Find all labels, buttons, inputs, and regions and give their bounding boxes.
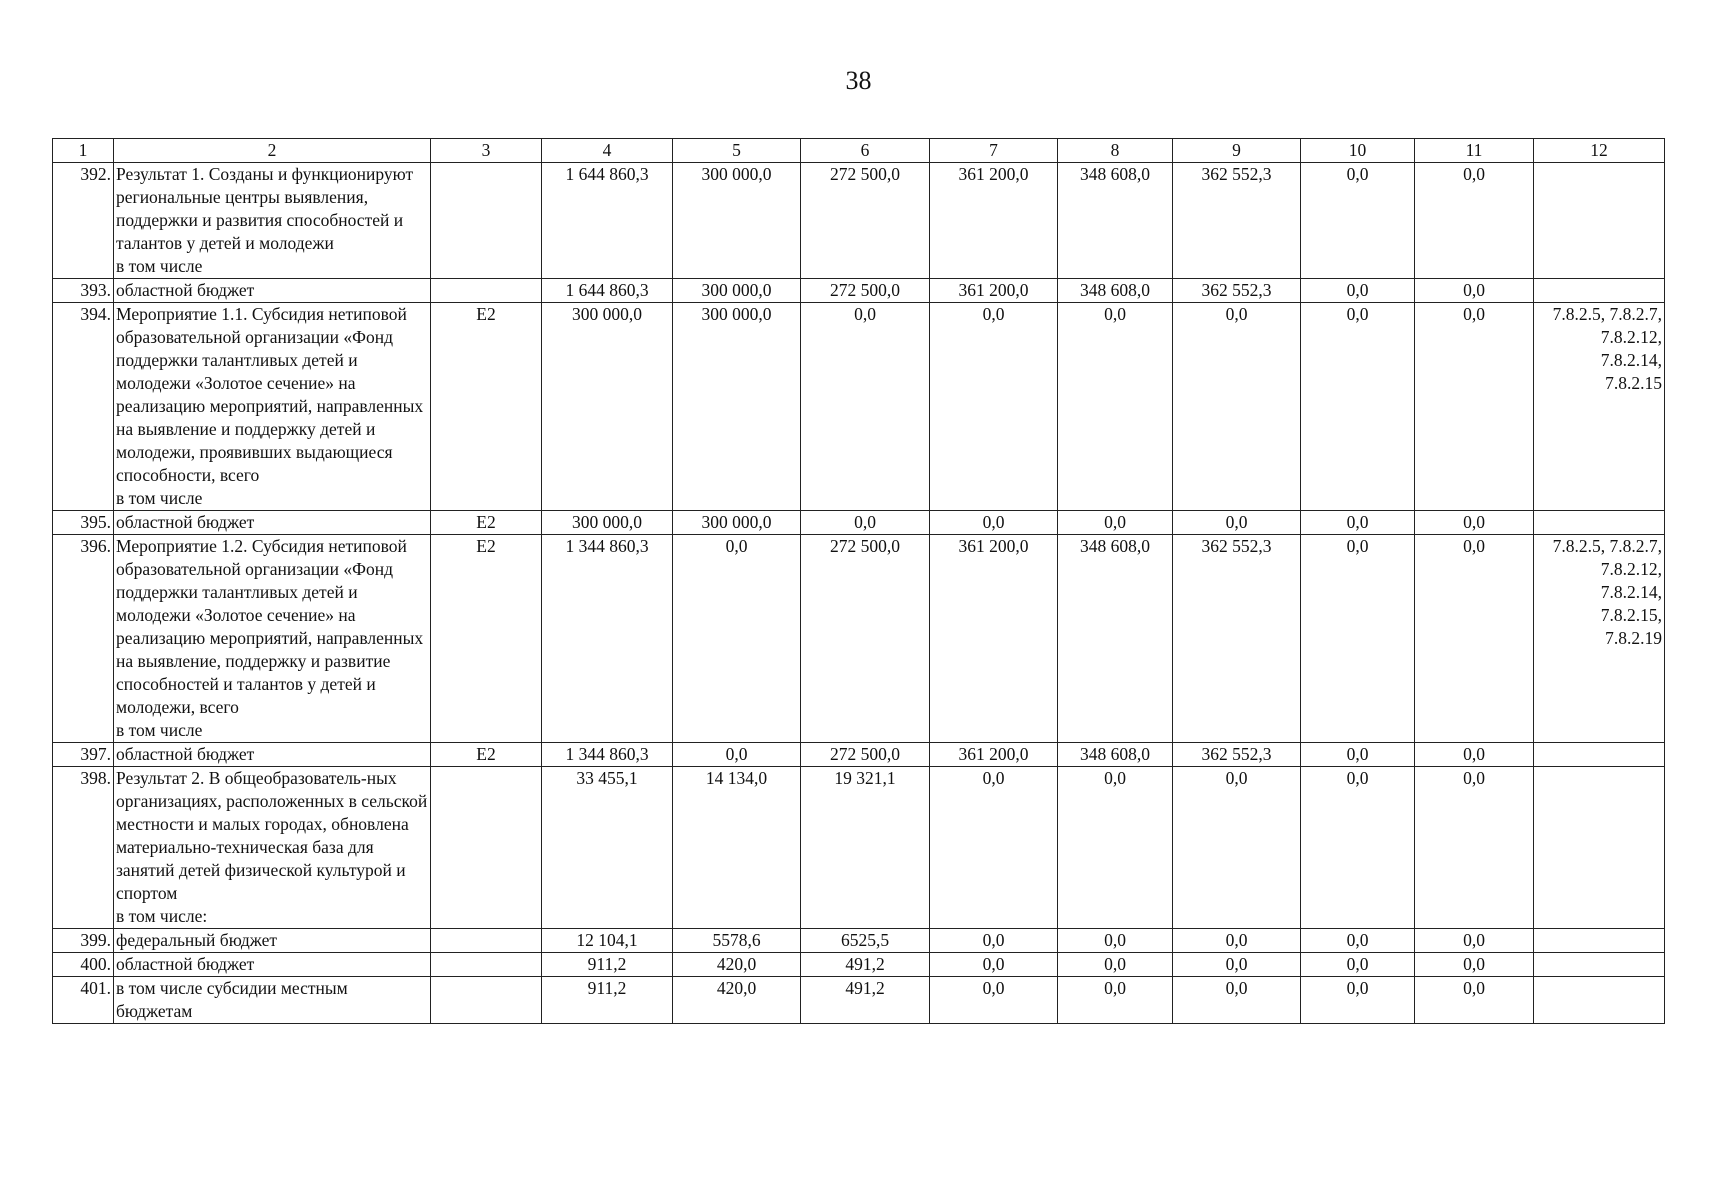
value-col-10: 0,0	[1301, 511, 1415, 535]
value-col-11: 0,0	[1415, 767, 1534, 929]
column-header: 5	[673, 139, 801, 163]
value-col-6: 491,2	[801, 953, 930, 977]
value-col-6: 272 500,0	[801, 279, 930, 303]
row-label: Мероприятие 1.1. Субсидия нетиповой образовательной организации «Фонд поддержки талантливых детей и молодежи «Золотое сечение» на реализацию мероприятий, направленных на выявление и поддержку детей и молодежи, проявивших выдающиеся способности, всего в том числе	[114, 303, 431, 511]
column-header: 11	[1415, 139, 1534, 163]
value-col-8: 348 608,0	[1058, 535, 1173, 743]
value-col-9: 362 552,3	[1173, 163, 1301, 279]
value-col-6: 272 500,0	[801, 743, 930, 767]
table-row	[53, 535, 1665, 743]
value-col-4: 1 644 860,3	[542, 163, 673, 279]
row-code	[431, 929, 542, 953]
row-code	[431, 279, 542, 303]
row-label: областной бюджет	[114, 279, 431, 303]
value-col-4: 911,2	[542, 977, 673, 1024]
row-label: Результат 1. Созданы и функционируют региональные центры выявления, поддержки и развития способностей и талантов у детей и молодежи в том числе	[114, 163, 431, 279]
value-col-9: 0,0	[1173, 511, 1301, 535]
row-label: областной бюджет	[114, 743, 431, 767]
row-code: Е2	[431, 535, 542, 743]
value-col-9: 0,0	[1173, 953, 1301, 977]
row-label: областной бюджет	[114, 511, 431, 535]
value-col-11: 0,0	[1415, 163, 1534, 279]
value-col-7: 361 200,0	[930, 535, 1058, 743]
row-number: 395.	[53, 511, 114, 535]
value-col-10: 0,0	[1301, 929, 1415, 953]
row-references	[1534, 977, 1665, 1024]
row-label: федеральный бюджет	[114, 929, 431, 953]
value-col-4: 1 344 860,3	[542, 535, 673, 743]
column-header: 12	[1534, 139, 1665, 163]
row-number: 396.	[53, 535, 114, 743]
row-references	[1534, 279, 1665, 303]
column-header: 7	[930, 139, 1058, 163]
value-col-7: 361 200,0	[930, 279, 1058, 303]
value-col-11: 0,0	[1415, 279, 1534, 303]
row-number: 400.	[53, 953, 114, 977]
row-references: 7.8.2.5, 7.8.2.7, 7.8.2.12, 7.8.2.14, 7.8.2.15	[1534, 303, 1665, 511]
row-code: Е2	[431, 743, 542, 767]
value-col-4: 1 644 860,3	[542, 279, 673, 303]
value-col-4: 1 344 860,3	[542, 743, 673, 767]
row-references	[1534, 163, 1665, 279]
table-row	[53, 977, 1665, 1024]
value-col-5: 14 134,0	[673, 767, 801, 929]
table-row	[53, 929, 1665, 953]
value-col-11: 0,0	[1415, 511, 1534, 535]
value-col-4: 300 000,0	[542, 511, 673, 535]
row-references	[1534, 511, 1665, 535]
column-header: 10	[1301, 139, 1415, 163]
value-col-7: 361 200,0	[930, 743, 1058, 767]
value-col-6: 19 321,1	[801, 767, 930, 929]
row-number: 401.	[53, 977, 114, 1024]
value-col-4: 12 104,1	[542, 929, 673, 953]
value-col-6: 272 500,0	[801, 163, 930, 279]
header-row	[53, 139, 1665, 163]
value-col-5: 0,0	[673, 743, 801, 767]
value-col-7: 0,0	[930, 511, 1058, 535]
row-number: 394.	[53, 303, 114, 511]
value-col-10: 0,0	[1301, 767, 1415, 929]
row-code: Е2	[431, 511, 542, 535]
value-col-11: 0,0	[1415, 977, 1534, 1024]
row-code	[431, 163, 542, 279]
column-header: 2	[114, 139, 431, 163]
column-header: 6	[801, 139, 930, 163]
value-col-8: 348 608,0	[1058, 743, 1173, 767]
table-row	[53, 511, 1665, 535]
table-row	[53, 767, 1665, 929]
row-references	[1534, 953, 1665, 977]
value-col-6: 491,2	[801, 977, 930, 1024]
row-number: 399.	[53, 929, 114, 953]
value-col-5: 300 000,0	[673, 279, 801, 303]
table-row	[53, 163, 1665, 279]
value-col-10: 0,0	[1301, 303, 1415, 511]
value-col-9: 0,0	[1173, 767, 1301, 929]
value-col-11: 0,0	[1415, 535, 1534, 743]
row-code	[431, 977, 542, 1024]
value-col-11: 0,0	[1415, 303, 1534, 511]
value-col-4: 33 455,1	[542, 767, 673, 929]
value-col-5: 0,0	[673, 535, 801, 743]
value-col-7: 361 200,0	[930, 163, 1058, 279]
value-col-8: 0,0	[1058, 977, 1173, 1024]
row-references: 7.8.2.5, 7.8.2.7, 7.8.2.12, 7.8.2.14, 7.8.2.15, 7.8.2.19	[1534, 535, 1665, 743]
table-row	[53, 953, 1665, 977]
column-header: 4	[542, 139, 673, 163]
value-col-8: 0,0	[1058, 511, 1173, 535]
budget-table	[52, 138, 1665, 1024]
value-col-10: 0,0	[1301, 535, 1415, 743]
value-col-9: 0,0	[1173, 929, 1301, 953]
value-col-7: 0,0	[930, 303, 1058, 511]
value-col-5: 5578,6	[673, 929, 801, 953]
column-header: 1	[53, 139, 114, 163]
value-col-7: 0,0	[930, 977, 1058, 1024]
value-col-9: 0,0	[1173, 977, 1301, 1024]
value-col-7: 0,0	[930, 767, 1058, 929]
value-col-11: 0,0	[1415, 929, 1534, 953]
row-label: Мероприятие 1.2. Субсидия нетиповой образовательной организации «Фонд поддержки талантливых детей и молодежи «Золотое сечение» на реализацию мероприятий, направленных на выявление, поддержку и развитие способностей и талантов у детей и молодежи, всего в том числе	[114, 535, 431, 743]
value-col-9: 362 552,3	[1173, 743, 1301, 767]
row-number: 392.	[53, 163, 114, 279]
value-col-6: 0,0	[801, 303, 930, 511]
value-col-10: 0,0	[1301, 953, 1415, 977]
table-row	[53, 743, 1665, 767]
row-code	[431, 953, 542, 977]
value-col-8: 0,0	[1058, 303, 1173, 511]
value-col-10: 0,0	[1301, 977, 1415, 1024]
value-col-8: 348 608,0	[1058, 163, 1173, 279]
row-label: Результат 2. В общеобразователь-ных организациях, расположенных в сельской местности и малых городах, обновлена материально-техническая база для занятий детей физической культурой и спортом в том числе:	[114, 767, 431, 929]
value-col-8: 0,0	[1058, 767, 1173, 929]
column-header: 9	[1173, 139, 1301, 163]
value-col-5: 420,0	[673, 953, 801, 977]
value-col-9: 362 552,3	[1173, 279, 1301, 303]
value-col-7: 0,0	[930, 929, 1058, 953]
value-col-6: 0,0	[801, 511, 930, 535]
value-col-10: 0,0	[1301, 163, 1415, 279]
value-col-9: 362 552,3	[1173, 535, 1301, 743]
table-row	[53, 303, 1665, 511]
row-number: 398.	[53, 767, 114, 929]
row-references	[1534, 929, 1665, 953]
row-label: в том числе субсидии местным бюджетам	[114, 977, 431, 1024]
value-col-6: 6525,5	[801, 929, 930, 953]
table-row	[53, 279, 1665, 303]
row-number: 397.	[53, 743, 114, 767]
row-label: областной бюджет	[114, 953, 431, 977]
value-col-11: 0,0	[1415, 743, 1534, 767]
value-col-5: 420,0	[673, 977, 801, 1024]
value-col-8: 0,0	[1058, 953, 1173, 977]
value-col-6: 272 500,0	[801, 535, 930, 743]
value-col-5: 300 000,0	[673, 511, 801, 535]
row-code	[431, 767, 542, 929]
value-col-5: 300 000,0	[673, 163, 801, 279]
column-header: 3	[431, 139, 542, 163]
value-col-8: 0,0	[1058, 929, 1173, 953]
value-col-4: 300 000,0	[542, 303, 673, 511]
row-number: 393.	[53, 279, 114, 303]
value-col-5: 300 000,0	[673, 303, 801, 511]
value-col-9: 0,0	[1173, 303, 1301, 511]
value-col-10: 0,0	[1301, 279, 1415, 303]
row-references	[1534, 767, 1665, 929]
value-col-7: 0,0	[930, 953, 1058, 977]
row-code: Е2	[431, 303, 542, 511]
row-references	[1534, 743, 1665, 767]
page-number: 38	[845, 66, 872, 95]
value-col-11: 0,0	[1415, 953, 1534, 977]
value-col-8: 348 608,0	[1058, 279, 1173, 303]
value-col-10: 0,0	[1301, 743, 1415, 767]
column-header: 8	[1058, 139, 1173, 163]
value-col-4: 911,2	[542, 953, 673, 977]
